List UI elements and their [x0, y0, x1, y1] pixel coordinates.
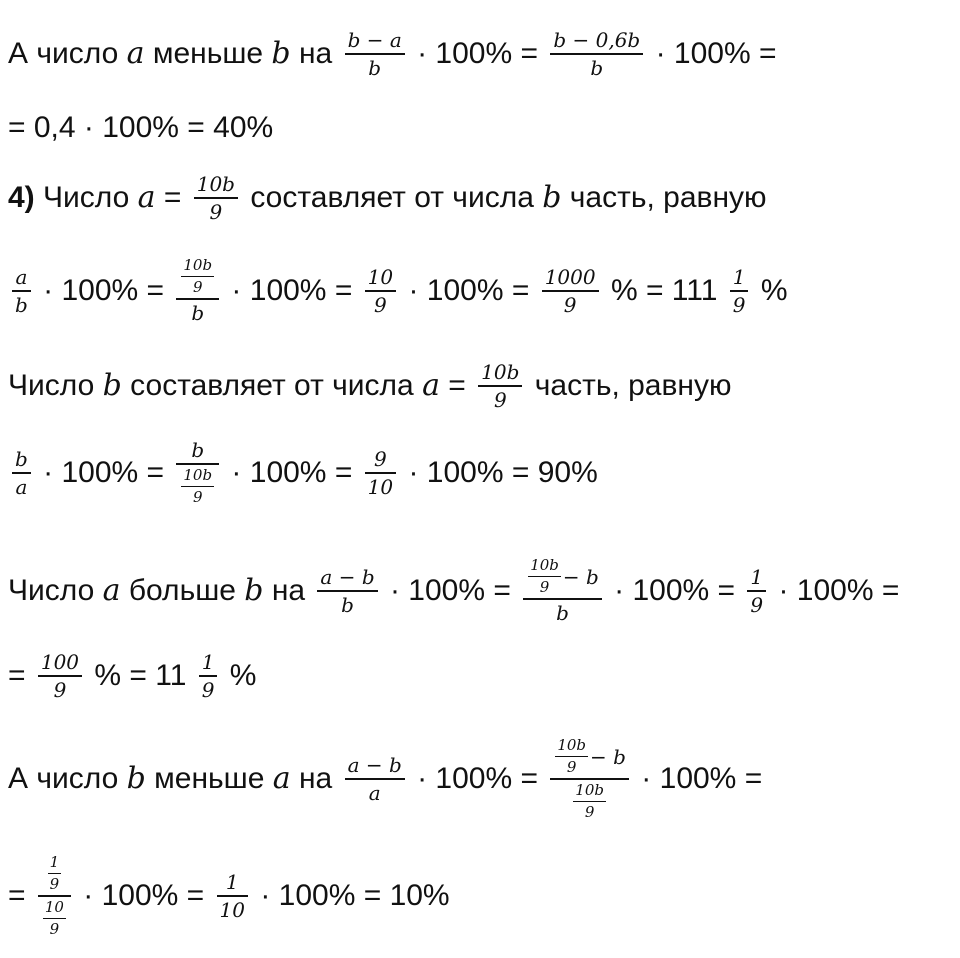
denominator: 9: [201, 678, 215, 702]
var-a: a: [422, 368, 440, 403]
text: · 100% =: [223, 455, 361, 489]
denominator: 9: [584, 803, 595, 821]
denominator: 9: [493, 388, 507, 412]
denominator: 9: [192, 488, 203, 506]
numerator: [523, 558, 602, 598]
line-9: [8, 738, 762, 820]
numerator: b: [15, 446, 28, 471]
numerator: b: [191, 438, 205, 462]
var-b: b: [244, 572, 264, 608]
fraction: [528, 558, 561, 595]
compound-fraction: [176, 440, 219, 505]
text: = 0,4 · 100% = 40%: [8, 111, 274, 144]
numerator: a − b: [347, 753, 402, 777]
numerator: 10b: [183, 256, 213, 274]
text: · 100% =: [74, 879, 213, 912]
numerator: a − b: [320, 564, 375, 589]
text: · 100% =: [632, 762, 763, 795]
var-b: b: [542, 180, 562, 215]
denominator: 9: [374, 292, 387, 317]
text: на: [290, 762, 341, 795]
compound-fraction: [176, 258, 219, 323]
numerator: 1: [201, 650, 215, 674]
var-b: b: [126, 761, 146, 796]
text: % = 11: [86, 659, 195, 692]
text: =: [439, 369, 475, 402]
denominator: 9: [563, 292, 577, 317]
denominator: b: [590, 56, 604, 80]
compound-fraction: [550, 738, 629, 820]
fraction: [38, 652, 82, 700]
line-4: [8, 258, 788, 323]
denominator: 10: [219, 898, 245, 922]
numerator: 10b: [196, 172, 235, 196]
text: Число: [34, 181, 138, 214]
numerator-rest: − b: [590, 744, 626, 769]
line-5: [8, 362, 732, 410]
denominator: b: [341, 592, 354, 617]
text: меньше: [145, 762, 273, 795]
denominator: 9: [49, 875, 60, 893]
line-3: [8, 174, 767, 222]
denominator: b: [191, 301, 205, 325]
denominator: [568, 780, 611, 820]
compound-fraction: [523, 558, 602, 623]
fraction: [48, 855, 62, 892]
denominator: a: [15, 474, 28, 499]
text: · 100% =: [605, 573, 744, 607]
text: · 100% =: [381, 573, 520, 607]
text: · 100% =: [34, 455, 173, 489]
numerator: 10b: [557, 736, 587, 754]
numerator: [550, 738, 629, 778]
denominator: 9: [192, 278, 203, 296]
var-b: b: [102, 368, 122, 403]
var-a: a: [102, 572, 121, 608]
text: · 100% =: [408, 37, 547, 70]
text: · 100% =: [34, 273, 173, 307]
text: · 100% =: [408, 762, 547, 795]
compound-fraction: [38, 855, 71, 937]
item-number: 4): [8, 181, 35, 214]
fraction: [555, 738, 588, 775]
numerator: 10b: [183, 466, 213, 484]
fraction: [181, 258, 214, 295]
denominator: b: [556, 601, 569, 625]
numerator: 10b: [530, 556, 559, 574]
denominator: 9: [53, 678, 67, 702]
line-10: [8, 855, 450, 937]
line-2: [8, 113, 273, 143]
numerator: [176, 258, 219, 298]
denominator: 9: [49, 920, 60, 938]
numerator: a: [15, 264, 28, 289]
text: составляет от числа: [242, 181, 543, 214]
text: меньше: [144, 37, 272, 70]
fraction: [199, 652, 218, 700]
text: · 100% =: [647, 37, 777, 70]
fraction: [550, 30, 643, 78]
text: · 100% = 10%: [251, 879, 450, 912]
var-b: b: [271, 36, 291, 71]
fraction: [747, 564, 766, 617]
text: больше: [120, 573, 245, 607]
fraction: [345, 30, 405, 78]
fraction: [365, 446, 396, 499]
text: · 100% =: [400, 273, 538, 307]
text: составляет от числа: [121, 369, 423, 402]
fraction: [194, 174, 238, 222]
denominator: 9: [539, 578, 550, 596]
fraction: [573, 783, 606, 820]
fraction: [181, 468, 214, 505]
fraction: [317, 564, 377, 617]
denominator: [176, 465, 219, 505]
line-1: [8, 30, 776, 78]
text: · 100% = 90%: [400, 455, 598, 489]
denominator: 9: [566, 758, 577, 776]
denominator: 9: [750, 592, 764, 617]
numerator: 100: [40, 650, 80, 674]
text: =: [155, 181, 190, 214]
text: А число: [8, 762, 127, 795]
denominator: 10: [367, 474, 394, 499]
fraction: [12, 264, 31, 317]
text: % = 111: [602, 273, 726, 307]
fraction: [217, 872, 248, 920]
numerator: 10b: [481, 360, 520, 384]
text: А число: [8, 37, 127, 70]
text: часть, равную: [526, 369, 732, 402]
denominator: 9: [732, 292, 746, 317]
numerator: 1: [49, 853, 60, 871]
text: · 100% =: [770, 573, 900, 607]
numerator: 10: [44, 898, 64, 916]
denominator: b: [368, 56, 382, 80]
fraction: [12, 446, 31, 499]
numerator: [43, 855, 67, 895]
numerator: 9: [374, 446, 387, 471]
line-7: [8, 558, 899, 623]
fraction: [542, 264, 599, 317]
numerator: b − a: [347, 28, 402, 52]
line-8: [8, 652, 256, 700]
denominator: 9: [209, 200, 223, 224]
denominator: b: [15, 292, 28, 317]
denominator: a: [368, 781, 381, 805]
denominator: [38, 897, 71, 937]
var-a: a: [126, 36, 145, 71]
fraction: [365, 264, 396, 317]
numerator: 10b: [575, 781, 604, 799]
fraction: [43, 900, 66, 937]
text: на: [290, 37, 341, 70]
text: Число: [8, 573, 103, 607]
text: · 100% =: [223, 273, 361, 307]
numerator-rest: − b: [562, 564, 599, 589]
numerator: b − 0,6b: [553, 28, 641, 52]
fraction: [478, 362, 522, 410]
line-6: [8, 440, 598, 505]
text: на: [263, 573, 314, 607]
text: %: [221, 659, 257, 692]
text: =: [8, 879, 34, 912]
var-a: a: [272, 761, 291, 796]
numerator: 1000: [544, 264, 596, 289]
numerator: 1: [732, 264, 746, 289]
fraction: [730, 264, 749, 317]
var-a: a: [137, 180, 156, 215]
numerator: 1: [750, 564, 764, 589]
numerator: 10: [367, 264, 394, 289]
text: Число: [8, 369, 103, 402]
text: часть, равную: [561, 181, 767, 214]
text: =: [8, 659, 34, 692]
fraction: [345, 755, 405, 803]
text: %: [752, 273, 788, 307]
numerator: 1: [225, 870, 239, 894]
